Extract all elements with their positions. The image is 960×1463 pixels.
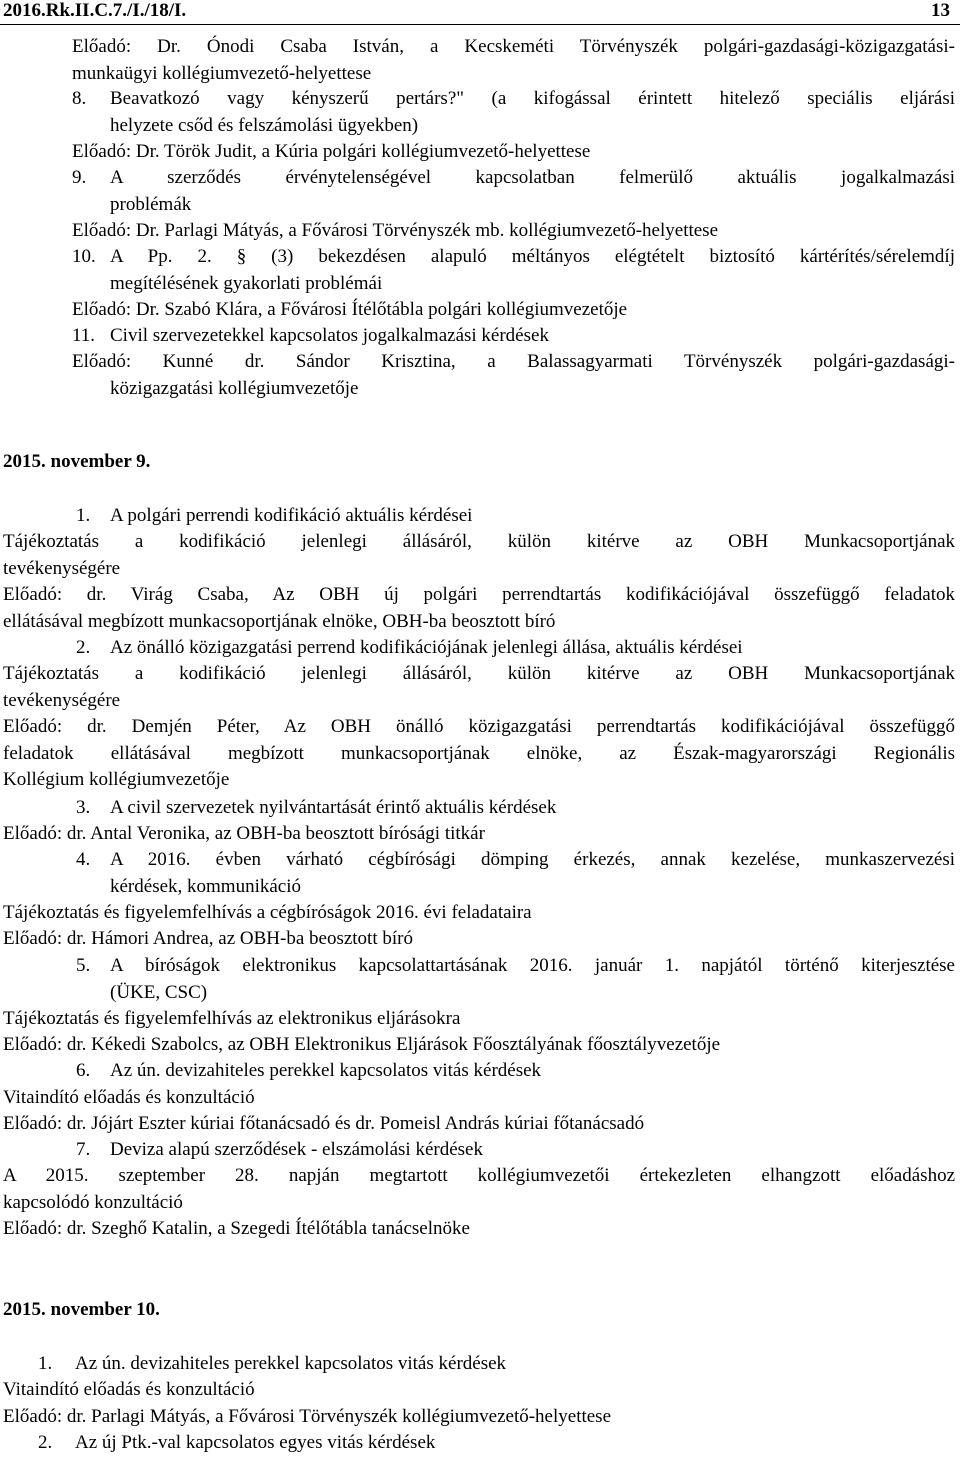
text-line: Beavatkozó vagy kényszerű pertárs?" (a kifogással érintett hitelező speciális eljárási [110,88,955,109]
item-number: 10. [72,246,96,267]
text-line: Előadó: dr. Demjén Péter, Az OBH önálló közigazgatási perrendtartás kodifikációjával összefüggő [3,716,955,737]
text-line: Előadó: dr. Kékedi Szabolcs, az OBH Elektronikus Eljárások Főosztályának főosztályvezetője [3,1034,721,1055]
item-number: 8. [72,88,87,109]
text-line: tevékenységére [3,689,121,711]
header-rule [0,24,960,25]
agenda-item [0,847,960,900]
item-number: 11. [72,325,96,346]
item-number: 5. [76,955,91,976]
description-text [0,1404,960,1431]
text-line: Az új Ptk.-val kapcsolatos egyes vitás kérdések [75,1432,436,1453]
description-text [0,714,960,794]
description-text [0,821,960,848]
agenda-item [0,953,960,1006]
text-line: Előadó: Kunné dr. Sándor Krisztina, a Balassagyarmati Törvényszék polgári-gazdasági- [72,351,955,372]
text-line: Az önálló közigazgatási perrend kodifikációjának jelenlegi állása, aktuális kérdései [110,637,743,658]
text-line: A 2015. szeptember 28. napján megtartott kollégiumvezetői értekezleten elhangzott előadáshoz [3,1165,955,1186]
description-text [0,529,960,582]
text-line: Vitaindító előadás és konzultáció [3,1087,255,1108]
text-line: Az ún. devizahiteles perekkel kapcsolatos vitás kérdések [110,1060,542,1081]
text-line: Tájékoztatás és figyelemfelhívás az elektronikus eljárásokra [3,1008,461,1029]
item-number: 3. [76,797,91,818]
item-number: 6. [76,1060,91,1081]
text-line: Előadó: dr. Jójárt Eszter kúriai főtanácsadó és dr. Pomeisl András kúriai főtanácsadó [3,1113,645,1134]
text-line: (ÜKE, CSC) [110,981,208,1003]
text-line: Előadó: dr. Antal Veronika, az OBH-ba beosztott bírósági titkár [3,823,485,844]
text-line: problémák [110,193,192,215]
text-line: Előadó: Dr. Ónodi Csaba István, a Kecskeméti Törvényszék polgári-gazdasági-közigazgatási- [72,36,955,57]
agenda-item [0,795,960,822]
agenda-item [0,323,960,350]
text-line: Előadó: dr. Hámori Andrea, az OBH-ba beosztott bíró [3,928,413,949]
section-date-heading: 2015. november 9. [3,451,151,472]
agenda-item [0,165,960,218]
item-number: 9. [72,167,87,188]
item-number: 7. [76,1139,91,1160]
description-text [0,1377,960,1404]
description-text [0,1006,960,1033]
text-line: A szerződés érvénytelenségével kapcsolatban felmerülő aktuális jogalkalmazási [110,167,955,188]
item-number: 4. [76,849,91,870]
text-line: közigazgatási kollégiumvezetője [110,377,359,399]
text-line: A civil szervezetek nyilvántartását érintő aktuális kérdések [110,797,557,818]
text-line: Kollégium kollégiumvezetője [3,769,230,790]
description-text [0,1216,960,1243]
section-date-heading: 2015. november 10. [3,1299,160,1320]
agenda-item [0,1058,960,1085]
description-text [0,1111,960,1138]
agenda-item [0,635,960,662]
agenda-item [0,244,960,297]
text-line: Civil szervezetekkel kapcsolatos jogalkalmazási kérdések [110,325,549,346]
text-line: Előadó: Dr. Parlagi Mátyás, a Fővárosi Törvényszék mb. kollégiumvezető-helyettese [72,220,719,241]
text-line: kérdések, kommunikáció [110,875,302,897]
agenda-item [0,1430,960,1457]
item-number: 1. [76,505,91,526]
text-line: munkaügyi kollégiumvezető-helyettese [72,62,372,84]
item-number: 2. [38,1432,53,1453]
text-line: A polgári perrendi kodifikáció aktuális kérdései [110,505,473,526]
description-text [0,582,960,635]
text-line: Tájékoztatás és figyelemfelhívás a cégbíróságok 2016. évi feladataira [3,902,532,923]
text-line: A Pp. 2. § (3) bekezdésen alapuló méltányos elégtételt biztosító kártérítés/sérelemdíj [110,246,955,267]
text-line: Előadó: dr. Virág Csaba, Az OBH új polgári perrendtartás kodifikációjával összefüggő feladatok [3,584,955,605]
text-line: Előadó: dr. Szeghő Katalin, a Szegedi Ítélőtábla tanácselnöke [3,1218,470,1239]
item-number: 1. [38,1353,53,1374]
description-text [0,661,960,714]
agenda-item [0,86,960,139]
text-line: Tájékoztatás a kodifikáció jelenlegi állásáról, külön kitérve az OBH Munkacsoportjának [3,531,955,552]
description-text [0,1032,960,1059]
text-line: megítélésének gyakorlati problémái [110,272,383,294]
text-line: kapcsolódó konzultáció [3,1191,183,1213]
document-id: 2016.Rk.II.C.7./I./18/I. [3,0,187,21]
item-number: 2. [76,637,91,658]
speaker-line [0,218,960,245]
text-line: Előadó: dr. Parlagi Mátyás, a Fővárosi Törvényszék kollégiumvezető-helyettese [3,1406,612,1427]
text-line: Tájékoztatás a kodifikáció jelenlegi állásáról, külön kitérve az OBH Munkacsoportjának [3,663,955,684]
text-line: Deviza alapú szerződések - elszámolási kérdések [110,1139,483,1160]
description-text [0,1163,960,1216]
speaker-line [0,349,960,402]
text-line: Előadó: Dr. Szabó Klára, a Fővárosi Ítélőtábla polgári kollégiumvezetője [72,299,628,320]
text-line: feladatok ellátásával megbízott munkacsoportjának elnöke, az Észak-magyarországi Regionális [3,742,955,764]
text-line: Az ún. devizahiteles perekkel kapcsolatos vitás kérdések [75,1353,507,1374]
description-text [0,926,960,953]
description-text [0,1085,960,1112]
agenda-item [0,1137,960,1164]
text-line: ellátásával megbízott munkacsoportjának elnöke, OBH-ba beosztott bíró [3,610,556,632]
speaker-line [0,34,960,87]
text-line: tevékenységére [3,557,121,579]
agenda-item [0,1351,960,1378]
text-line: helyzete csőd és felszámolási ügyekben) [110,114,419,136]
page-header [0,0,960,24]
agenda-item [0,503,960,530]
page-number: 13 [931,0,950,21]
text-line: Vitaindító előadás és konzultáció [3,1379,255,1400]
text-line: Előadó: Dr. Török Judit, a Kúria polgári kollégiumvezető-helyettese [72,141,591,162]
speaker-line [0,139,960,166]
speaker-line [0,297,960,324]
text-line: A 2016. évben várható cégbírósági dömping érkezés, annak kezelése, munkaszervezési [110,849,955,870]
description-text [0,900,960,927]
text-line: A bíróságok elektronikus kapcsolattartásának 2016. január 1. napjától történő kiterjesztése [110,955,955,976]
